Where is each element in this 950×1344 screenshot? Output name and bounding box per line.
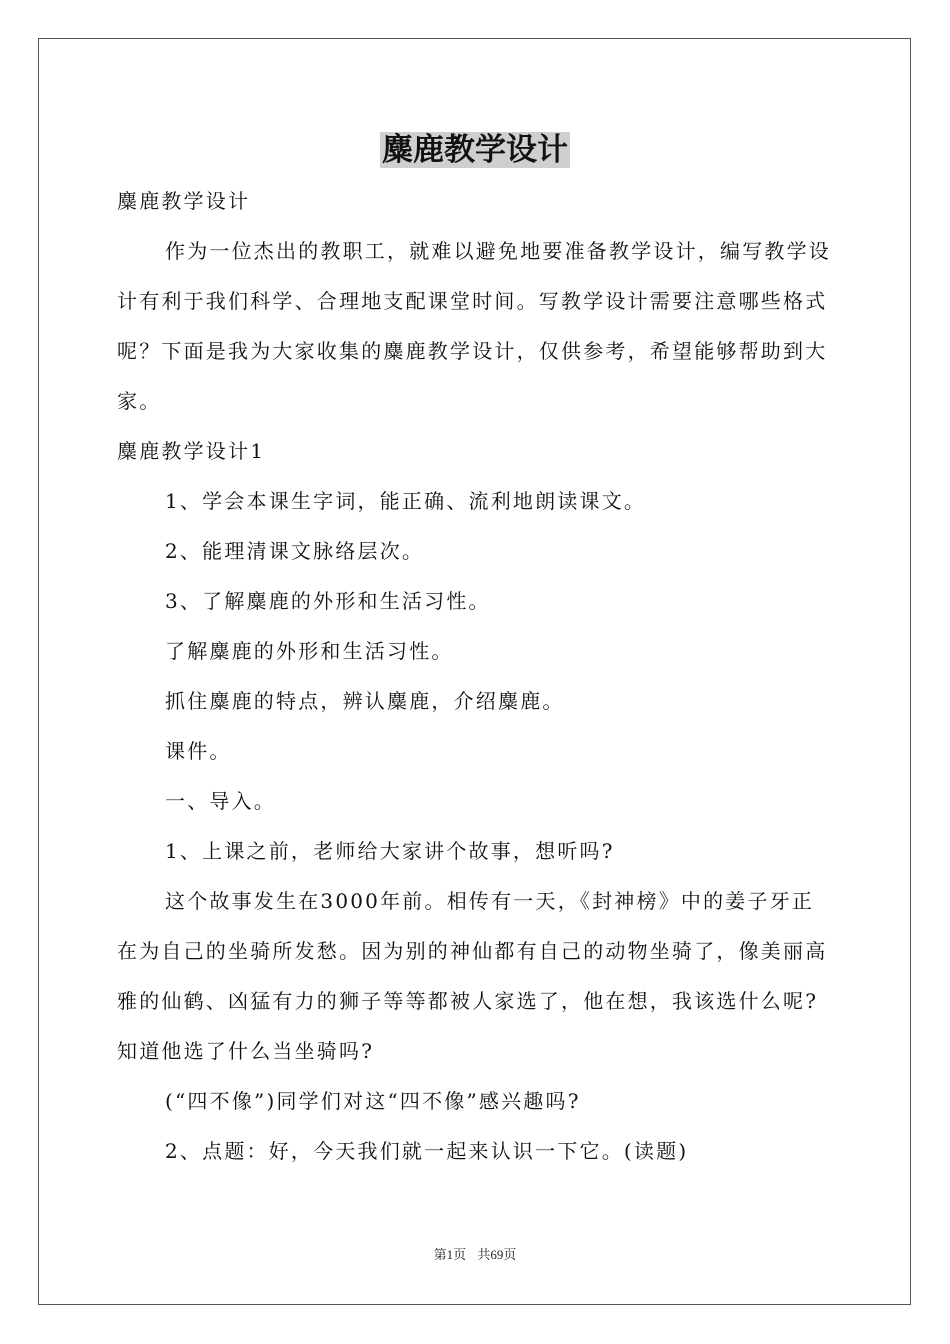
document-title-text: 麋鹿教学设计 — [382, 132, 568, 168]
page-total: 共69页 — [477, 1247, 517, 1262]
difficulty-point: 抓住麋鹿的特点，辨认麋鹿，介绍麋鹿。 — [165, 689, 565, 713]
step-item-1: 1、上课之前，老师给大家讲个故事，想听吗? — [165, 839, 615, 863]
key-point: 了解麋鹿的外形和生活习性。 — [165, 639, 454, 663]
page-number: 第1页 — [433, 1247, 467, 1262]
goal-item-3: 3、了解麋鹿的外形和生活习性。 — [165, 589, 491, 613]
answer-line: (“四不像”)同学们对这“四不像”感兴趣吗? — [165, 1089, 581, 1113]
preparation: 课件。 — [165, 739, 232, 763]
goal-item-1: 1、学会本课生字词，能正确、流利地朗读课文。 — [165, 489, 647, 513]
subtitle-line: 麋鹿教学设计 — [117, 189, 251, 213]
step-item-2: 2、点题：好，今天我们就一起来认识一下它。(读题) — [165, 1139, 689, 1163]
goal-item-2: 2、能理清课文脉络层次。 — [165, 539, 425, 563]
document-body — [117, 176, 833, 1176]
page-footer — [0, 1244, 950, 1263]
section-heading: 麋鹿教学设计1 — [117, 439, 266, 463]
document-title — [0, 128, 950, 172]
step-heading-intro: 一、导入。 — [165, 789, 276, 813]
intro-paragraph: 作为一位杰出的教职工，就难以避免地要准备教学设计，编写教学设计有利于我们科学、合理地支配课堂时间。写教学设计需要注意哪些格式呢？下面是我为大家收集的麋鹿教学设计，仅供参考，希望能够帮助到大家。 — [117, 239, 831, 413]
story-paragraph: 这个故事发生在3000年前。相传有一天，《封神榜》中的姜子牙正在为自己的坐骑所发愁。因为别的神仙都有自己的动物坐骑了，像美丽高雅的仙鹤、凶猛有力的狮子等等都被人家选了，他在想，我该选什么呢?知道他选了什么当坐骑吗? — [117, 889, 828, 1063]
